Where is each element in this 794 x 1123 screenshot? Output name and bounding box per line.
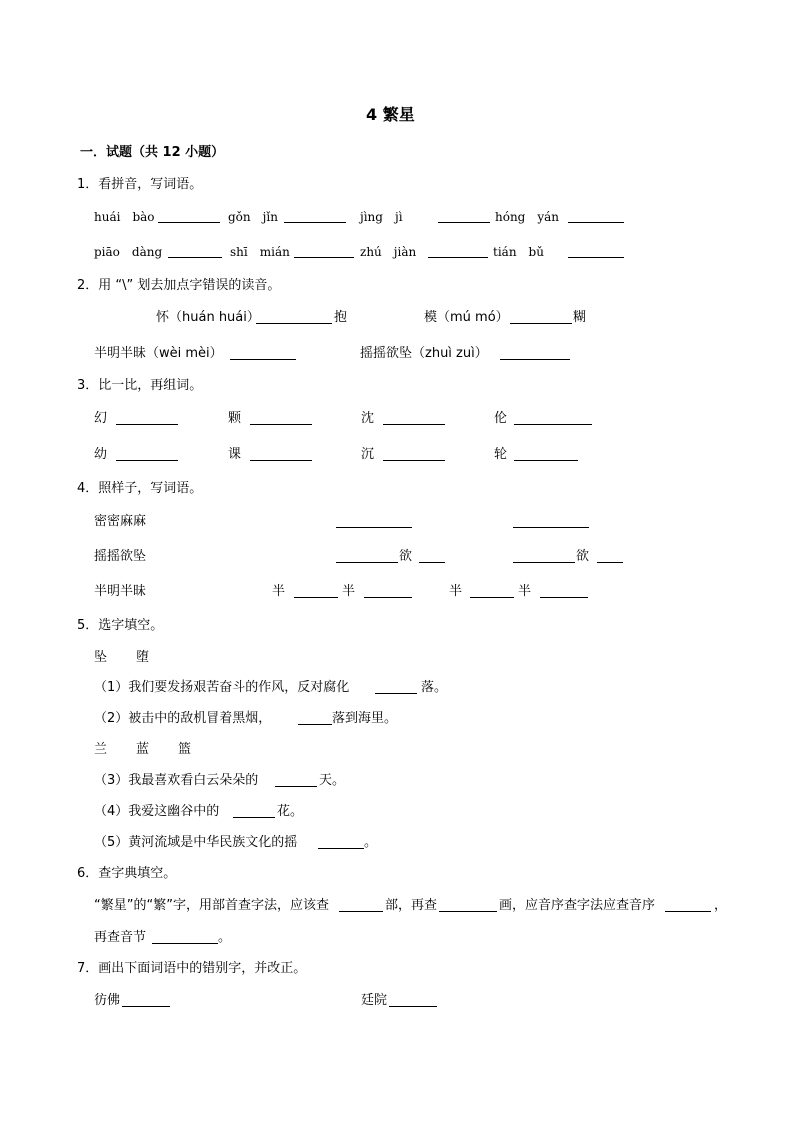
answer-blank[interactable]: [568, 209, 624, 223]
answer-blank[interactable]: [122, 993, 170, 1007]
sentence-end: 落。: [421, 680, 448, 695]
pattern-char: 半: [449, 584, 463, 599]
pattern-char: 半: [272, 584, 286, 599]
pinyin: huái bào: [94, 210, 155, 224]
pinyin: zhú jiàn: [360, 245, 417, 259]
answer-blank[interactable]: [298, 711, 332, 725]
q1-row-1: [94, 209, 654, 225]
answer-blank[interactable]: [158, 209, 220, 223]
answer-blank[interactable]: [256, 310, 332, 324]
sentence-text: （4）我爱这幽谷中的: [94, 804, 220, 819]
answer-blank[interactable]: [514, 411, 592, 425]
answer-blank[interactable]: [250, 411, 312, 425]
q4-row-1: [94, 514, 634, 530]
answer-blank[interactable]: [513, 514, 589, 528]
sentence-text: 画，应音序查字法应查音序: [499, 898, 656, 913]
char: 颗: [228, 411, 242, 426]
answer-blank[interactable]: [336, 514, 412, 528]
choice-char: 蓝: [136, 742, 150, 757]
q2-row-2: [94, 346, 594, 362]
q2-item-b: 模（mú mó）: [424, 310, 509, 325]
q1-row-2: [94, 244, 654, 260]
sentence-text: “繁星”的“繁”字，用部首查字法，应该查: [94, 898, 329, 913]
pattern-char: 欲: [399, 549, 413, 564]
char: 沈: [361, 411, 375, 426]
q2-item-b-suffix: 糊: [573, 310, 587, 325]
answer-blank[interactable]: [339, 898, 383, 912]
answer-blank[interactable]: [389, 993, 437, 1007]
answer-blank[interactable]: [318, 835, 364, 849]
q5-choice-group-2: [94, 742, 294, 758]
answer-blank[interactable]: [514, 447, 578, 461]
sentence-text: 再查音节: [94, 930, 147, 945]
q4-row-2: [94, 549, 634, 565]
answer-blank[interactable]: [568, 244, 624, 258]
pattern-char: 半: [342, 584, 356, 599]
q5-sentence-4: [94, 804, 494, 820]
example-word: 半明半昧: [94, 584, 147, 599]
answer-blank[interactable]: [540, 584, 588, 598]
section-heading: 一．试题（共 12 小题）: [80, 145, 225, 160]
answer-blank[interactable]: [470, 584, 514, 598]
choice-char: 坠: [94, 650, 108, 665]
q6-line-2: [94, 930, 394, 946]
question-6-stem: 6．查字典填空。: [77, 866, 177, 881]
answer-blank[interactable]: [383, 411, 445, 425]
sentence-end: 。: [364, 835, 378, 850]
q3-row-2: [94, 447, 604, 463]
q5-choice-group-1: [94, 650, 294, 666]
sentence-end: 花。: [277, 804, 304, 819]
q4-row-3: [94, 584, 634, 600]
answer-blank[interactable]: [230, 346, 296, 360]
sentence-end: 天。: [319, 773, 346, 788]
answer-blank[interactable]: [438, 209, 490, 223]
pattern-char: 欲: [576, 549, 590, 564]
char: 幻: [94, 411, 108, 426]
pattern-char: 半: [518, 584, 532, 599]
char: 轮: [494, 447, 508, 462]
choice-char: 篮: [178, 742, 192, 757]
answer-blank[interactable]: [116, 447, 178, 461]
answer-blank[interactable]: [233, 804, 275, 818]
pinyin: piāo dàng: [94, 245, 163, 259]
word: 彷佛: [94, 993, 121, 1008]
q2-row-1: [156, 310, 616, 326]
q6-line-1: [94, 898, 754, 914]
question-4-stem: 4．照样子，写词语。: [77, 481, 203, 496]
sentence-text: （1）我们要发扬艰苦奋斗的作风，反对腐化: [94, 680, 350, 695]
answer-blank[interactable]: [284, 209, 346, 223]
sentence-end: 落到海里。: [332, 711, 398, 726]
answer-blank[interactable]: [168, 244, 222, 258]
example-word: 摇摇欲坠: [94, 549, 147, 564]
answer-blank[interactable]: [665, 898, 711, 912]
answer-blank[interactable]: [510, 310, 572, 324]
question-5-stem: 5．选字填空。: [77, 618, 164, 633]
pinyin: tián bǔ: [493, 245, 544, 259]
question-1-stem: 1．看拼音，写词语。: [77, 177, 203, 192]
word: 廷院: [361, 993, 388, 1008]
answer-blank[interactable]: [383, 447, 445, 461]
answer-blank[interactable]: [116, 411, 178, 425]
char: 沉: [361, 447, 375, 462]
question-7-stem: 7．画出下面词语中的错别字，并改正。: [77, 961, 307, 976]
pinyin: gǒn jǐn: [228, 210, 278, 224]
sentence-text: （3）我最喜欢看白云朵朵的: [94, 773, 259, 788]
question-2-stem: 2．用 “\” 划去加点字错误的读音。: [77, 278, 281, 293]
q2-item-d: 摇摇欲坠（zhuì zuì）: [360, 346, 488, 361]
answer-blank[interactable]: [500, 346, 570, 360]
sentence-text: （2）被击中的敌机冒着黑烟，: [94, 711, 272, 726]
answer-blank[interactable]: [336, 549, 398, 563]
answer-blank[interactable]: [375, 680, 417, 694]
example-word: 密密麻麻: [94, 514, 147, 529]
answer-blank[interactable]: [513, 549, 575, 563]
q7-row: [94, 993, 494, 1009]
page-title: 4 繁星: [366, 105, 415, 124]
pinyin: jìng jì: [360, 210, 403, 224]
sentence-text: （5）黄河流域是中华民族文化的摇: [94, 835, 298, 850]
q3-row-1: [94, 411, 604, 427]
q5-sentence-2: [94, 711, 494, 727]
char: 课: [228, 447, 242, 462]
char: 伦: [494, 411, 508, 426]
q2-item-a-suffix: 抱: [334, 310, 348, 325]
choice-char: 兰: [94, 742, 108, 757]
answer-blank[interactable]: [152, 930, 218, 944]
sentence-end: 。: [218, 930, 232, 945]
answer-blank[interactable]: [275, 773, 317, 787]
answer-blank[interactable]: [294, 244, 354, 258]
q5-sentence-5: [94, 835, 494, 851]
answer-blank[interactable]: [597, 549, 623, 563]
answer-blank[interactable]: [419, 549, 445, 563]
q2-item-c: 半明半昧（wèi mèi）: [94, 346, 223, 361]
answer-blank[interactable]: [439, 898, 497, 912]
char: 幼: [94, 447, 108, 462]
sentence-text: ，: [714, 898, 728, 913]
answer-blank[interactable]: [250, 447, 312, 461]
q5-sentence-1: [94, 680, 494, 696]
choice-char: 堕: [136, 650, 150, 665]
q5-sentence-3: [94, 773, 494, 789]
answer-blank[interactable]: [294, 584, 338, 598]
sentence-text: 部，再查: [385, 898, 438, 913]
question-3-stem: 3．比一比，再组词。: [77, 378, 203, 393]
q2-item-a: 怀（huán huái）: [156, 310, 260, 325]
answer-blank[interactable]: [364, 584, 412, 598]
pinyin: hóng yán: [495, 210, 560, 224]
answer-blank[interactable]: [428, 244, 488, 258]
pinyin: shī mián: [230, 245, 290, 259]
